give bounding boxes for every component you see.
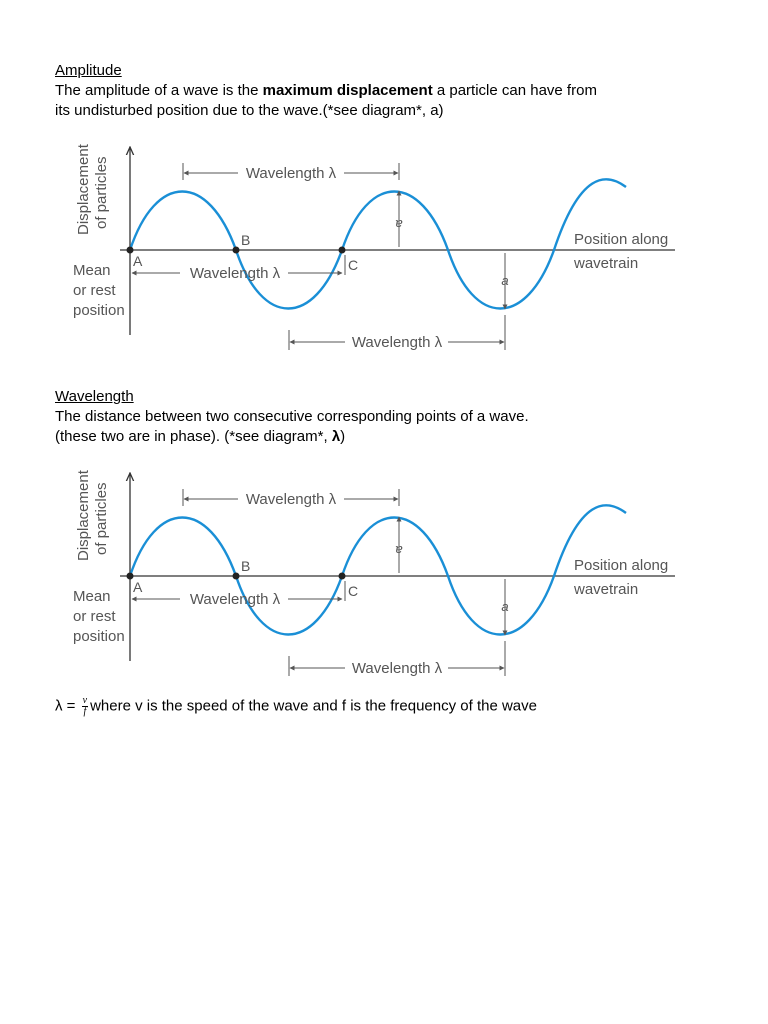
wavelength-definition-line1: The distance between two consecutive corresponding points of a wave. [55,408,529,425]
amplitude-section [55,61,597,121]
lambda-symbol: λ [331,428,341,445]
point-b-marker [233,573,240,580]
mean-label-line3: position [73,302,125,319]
position-label-line2: wavetrain [574,255,639,272]
point-c-marker [339,247,346,254]
amplitude-definition-line2: its undisturbed position due to the wave.(*see diagram*, a) [55,102,444,119]
text-run: a particle can have from [432,82,597,99]
amplitude-label-down: a [501,273,509,288]
point-c-label: C [348,583,359,599]
formula-numerator: v [82,695,88,706]
position-label-line1: Position along [574,231,669,248]
mean-label-line1: Mean [73,588,111,605]
amplitude-label-up: a [395,217,403,232]
formula-denominator: f [83,706,87,717]
text-run: ) [340,428,346,445]
wavelength-label-mid: Wavelength λ [189,265,281,282]
amplitude-heading: Amplitude [55,62,122,79]
amplitude-label-down: a [501,599,509,614]
wavelength-label-top: Wavelength λ [245,165,337,182]
amplitude-definition-line1 [55,81,597,101]
point-a-label: A [133,253,143,269]
formula-lhs: λ = [55,697,76,715]
wavelength-formula [55,696,537,717]
position-label-line2: wavetrain [574,581,639,598]
wave-diagram-2 [60,461,685,686]
position-label-line1: Position along [574,557,669,574]
mean-label-line3: position [73,628,125,645]
sine-wave [130,505,626,634]
point-b-label: B [241,558,251,574]
point-a-label: A [133,579,143,595]
wavelength-label-bottom: Wavelength λ [351,660,443,677]
point-c-marker [339,573,346,580]
wavelength-label-mid: Wavelength λ [189,591,281,608]
mean-label-line2: or rest [73,608,116,625]
wave-diagram-1 [60,135,685,360]
wave-diagram-svg [60,135,685,360]
sine-wave [130,179,626,308]
text-run: The amplitude of a wave is the [55,82,263,99]
wavelength-label-bottom: Wavelength λ [351,334,443,351]
wavelength-heading: Wavelength [55,388,134,405]
bold-term: maximum displacement [262,82,433,99]
amplitude-label-up: a [395,543,403,558]
y-axis-label-line2: of particles [93,482,110,555]
wave-diagram-svg [60,461,685,686]
text-run: (these two are in phase). (*see diagram*, [55,428,332,445]
y-axis-label-line1: Displacement [75,470,92,561]
mean-label-line2: or rest [73,282,116,299]
point-b-marker [233,247,240,254]
point-c-label: C [348,257,359,273]
y-axis-label-line2: of particles [93,156,110,229]
formula-fraction [82,696,88,717]
wavelength-section [55,387,529,447]
wavelength-label-top: Wavelength λ [245,491,337,508]
formula-description: where v is the speed of the wave and f is the frequency of the wave [90,697,537,715]
wavelength-definition-line2 [55,427,529,447]
y-axis-label-line1: Displacement [75,144,92,235]
point-b-label: B [241,232,251,248]
mean-label-line1: Mean [73,262,111,279]
